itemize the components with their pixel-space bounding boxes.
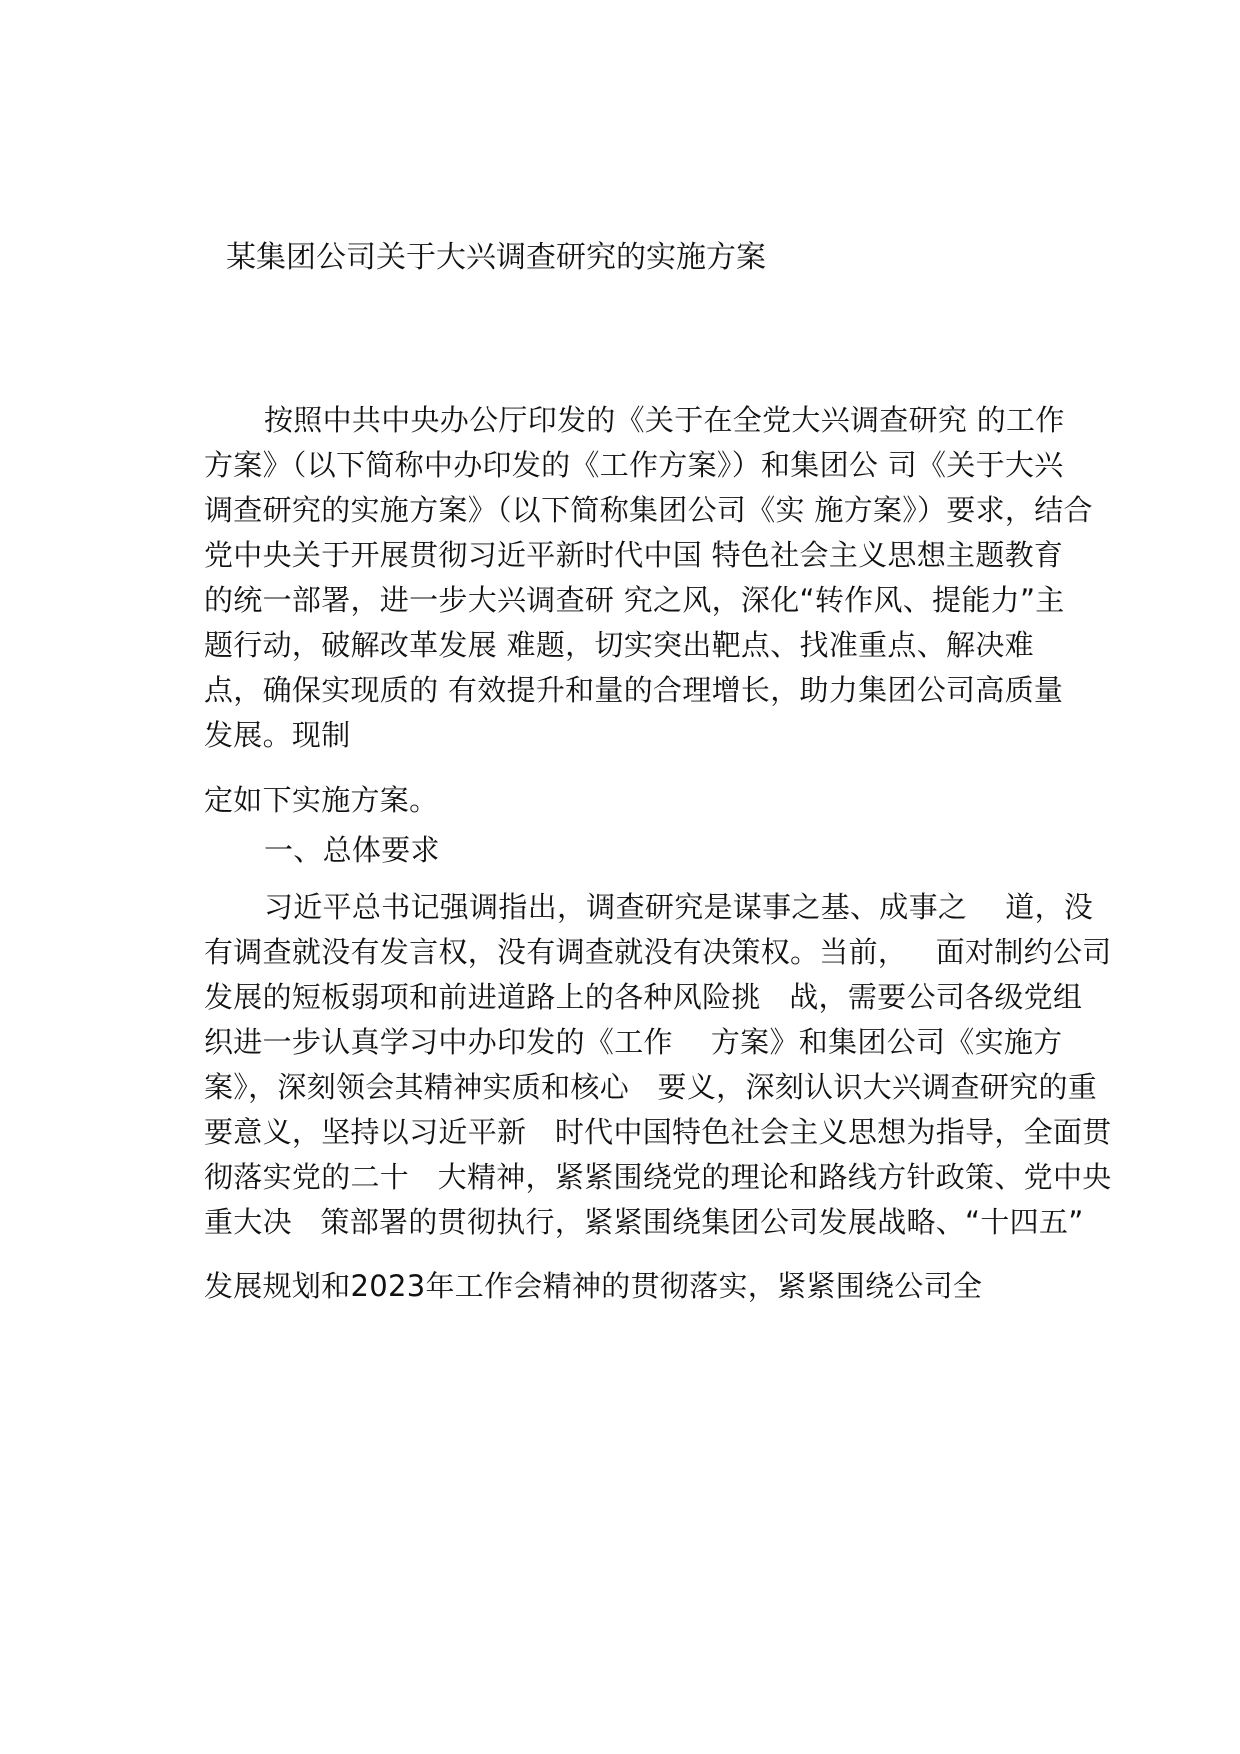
paragraph-line: 织进一步认真学习中办印发的《工作 方案》和集团公司《实施方 bbox=[204, 1025, 1063, 1059]
paragraph-line: 点，确保实现质的 有效提升和量的合理增长，助力集团公司高质量 bbox=[204, 673, 1064, 707]
paragraph-line: 发展。现制 bbox=[204, 718, 351, 752]
section-heading: 一、总体要求 bbox=[264, 833, 440, 867]
paragraph-line: 案》，深刻领会其精神实质和核心 要义，深刻认识大兴调查研究的重 bbox=[204, 1070, 1098, 1104]
paragraph-line: 有调查就没有发言权，没有调查就没有决策权。当前， 面对制约公司 bbox=[204, 935, 1112, 969]
paragraph-line: 题行动，破解改革发展 难题，切实突出靶点、找准重点、解决难 bbox=[204, 628, 1034, 662]
paragraph-line: 彻落实党的二十 大精神，紧紧围绕党的理论和路线方针政策、党中央 bbox=[204, 1160, 1112, 1194]
paragraph-line: 按照中共中央办公厅印发的《关于在全党大兴调查研究 的工作 bbox=[264, 403, 1065, 437]
paragraph-line: 的统一部署，进一步大兴调查研 究之风，深化“转作风、提能力”主 bbox=[204, 583, 1065, 617]
paragraph-line: 党中央关于开展贯彻习近平新时代中国 特色社会主义思想主题教育 bbox=[204, 538, 1064, 572]
paragraph-line: 要意义，坚持以习近平新 时代中国特色社会主义思想为指导，全面贯 bbox=[204, 1115, 1112, 1149]
document-title: 某集团公司关于大兴调查研究的实施方案 bbox=[226, 240, 766, 275]
paragraph-line: 发展的短板弱项和前进道路上的各种风险挑 战，需要公司各级党组 bbox=[204, 980, 1083, 1014]
paragraph-line: 方案》（以下简称中办印发的《工作方案》）和集团公 司《关于大兴 bbox=[204, 448, 1064, 482]
paragraph-line: 定如下实施方案。 bbox=[204, 783, 439, 817]
paragraph-line: 发展规划和2023年工作会精神的贯彻落实，紧紧围绕公司全 bbox=[204, 1269, 983, 1303]
paragraph-line: 调查研究的实施方案》（以下简称集团公司《实 施方案》）要求，结合 bbox=[204, 493, 1093, 527]
paragraph-line: 习近平总书记强调指出，调查研究是谋事之基、成事之 道，没 bbox=[264, 890, 1094, 924]
paragraph-line: 重大决 策部署的贯彻执行，紧紧围绕集团公司发展战略、“十四五” bbox=[204, 1205, 1084, 1239]
